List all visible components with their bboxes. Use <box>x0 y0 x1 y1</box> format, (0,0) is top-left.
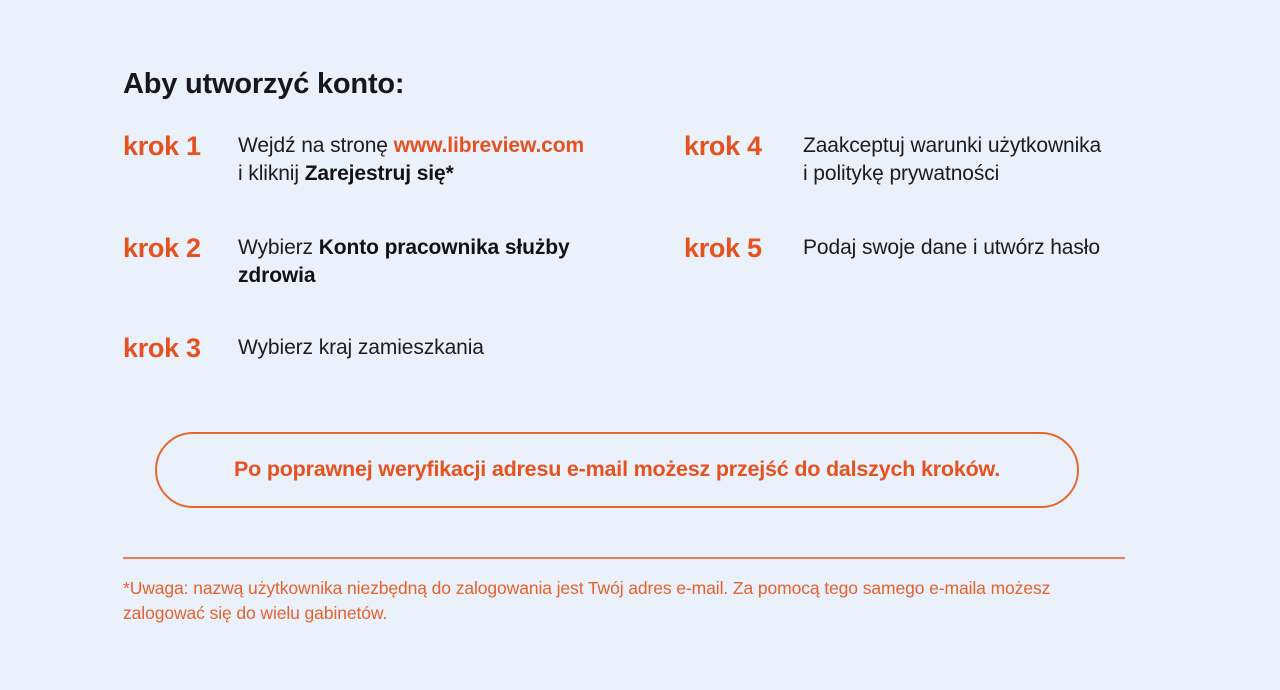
step-1-line1-prefix: Wejdź na stronę <box>238 134 394 157</box>
verification-callout-box <box>155 432 1079 508</box>
footnote-divider <box>123 557 1125 559</box>
step-2-line1-prefix: Wybierz <box>238 235 319 259</box>
step-2-line2-bold: zdrowia <box>238 263 316 287</box>
step-item-krok-3 <box>123 334 643 362</box>
step-item-krok-2 <box>123 234 643 290</box>
step-4-line1-prefix: Zaakceptuj warunki użytkownika <box>803 134 1102 157</box>
step-4-line2-prefix: i politykę prywatności <box>803 161 1000 185</box>
step-item-krok-4 <box>684 132 1144 188</box>
steps-right-column <box>684 132 1144 262</box>
step-label-krok-2: krok 2 <box>123 232 201 263</box>
step-1-line2-bold: Zarejestruj się* <box>304 161 454 185</box>
step-text-krok-2 <box>238 234 643 290</box>
step-text-krok-1 <box>238 132 643 188</box>
step-5-line1-prefix: Podaj swoje dane i utwórz hasło <box>803 235 1100 259</box>
step-label-krok-3: krok 3 <box>123 332 201 363</box>
libreview-link[interactable]: www.libreview.com <box>393 134 585 157</box>
step-text-krok-5 <box>803 234 1144 262</box>
steps-left-column <box>123 132 643 362</box>
step-item-krok-1 <box>123 132 643 188</box>
step-text-krok-4 <box>803 132 1144 188</box>
step-3-line1-prefix: Wybierz kraj zamieszkania <box>238 335 484 359</box>
verification-callout-text: Po poprawnej weryfikacji adresu e-mail możesz przejść do dalszych kroków. <box>233 457 1001 482</box>
step-item-krok-5 <box>684 234 1144 262</box>
step-1-line2-prefix: i kliknij <box>238 161 305 185</box>
page-title: Aby utworzyć konto: <box>123 68 405 101</box>
step-label-krok-4: krok 4 <box>684 131 762 161</box>
footnote-text: *Uwaga: nazwą użytkownika niezbędną do zalogowania jest Twój adres e-mail. Za pomocą tego samego e-maila możesz zalogować się do wielu gabinetów. <box>123 578 1051 624</box>
step-2-line1-bold: Konto pracownika służby <box>318 235 570 259</box>
step-text-krok-3 <box>238 334 643 362</box>
step-label-krok-1: krok 1 <box>123 131 201 161</box>
step-label-krok-5: krok 5 <box>684 232 762 263</box>
